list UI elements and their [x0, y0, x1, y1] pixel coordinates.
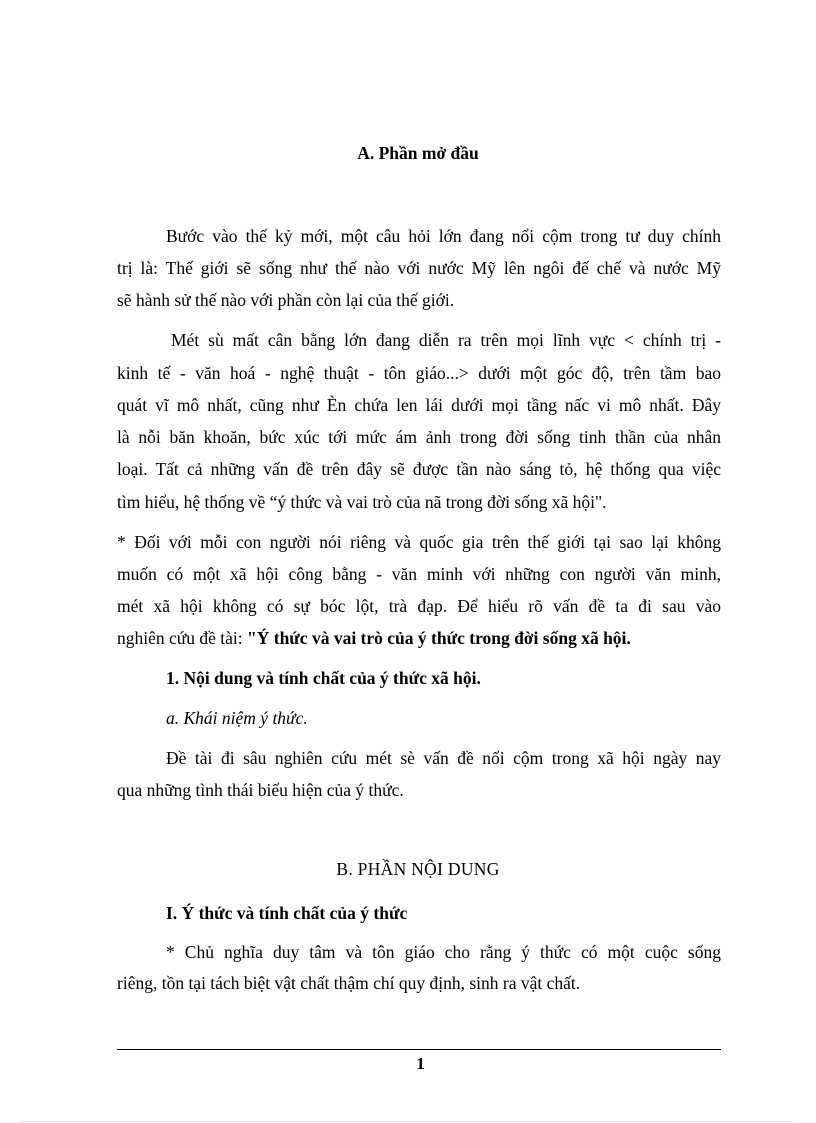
page-bottom-edge: [20, 1121, 796, 1122]
topic-title-bold: "Ý thức và vai trò của ý thức trong đời sống xã hội.: [247, 628, 631, 648]
subheading-a: [166, 707, 308, 729]
paragraph-1-line-3: sẽ hành sử thế nào với phần còn lại của thế giới.: [117, 290, 455, 310]
paragraph-2-line-4: là nỗi băn khoăn, bức xúc tới mức ám ảnh trong đời sống tinh thần của nhân: [117, 427, 721, 447]
section-b-title: B. PHẦN NỘI DUNG: [336, 859, 500, 879]
paragraph-4-line-1: Đề tài đi sâu nghiên cứu mét sè vấn đề nổi cộm trong xã hội ngày nay: [166, 748, 721, 768]
page-number: 1: [416, 1054, 425, 1073]
paragraph-3-line-1: * Đối với mỗi con người nói riêng và quốc gia trên thế giới tại sao lại không: [117, 532, 721, 552]
paragraph-3-line-3: mét xã hội không có sự bóc lột, trà đạp. Để hiểu rõ vấn đề ta đi sau vào: [117, 596, 721, 616]
paragraph-3-line-4: [117, 627, 631, 649]
heading-1: 1. Nội dung và tính chất của ý thức xã hội.: [166, 668, 481, 688]
paragraph-4-line-2: qua những tình thái biểu hiện của ý thức.: [117, 780, 404, 800]
paragraph-1-line-1: Bước vào thế kỷ mới, một câu hỏi lớn đang nổi cộm trong tư duy chính: [166, 226, 721, 246]
paragraph-5-line-2: riêng, tồn tại tách biệt vật chất thậm chí quy định, sinh ra vật chất.: [117, 973, 581, 993]
paragraph-5-line-1: * Chủ nghĩa duy tâm và tôn giáo cho rằng ý thức có một cuộc sống: [166, 942, 721, 962]
paragraph-2-line-2: kinh tế - văn hoá - nghệ thuật - tôn giáo...> dưới một góc độ, trên tầm bao: [117, 363, 721, 383]
paragraph-2-line-1: Mét sù mất cân bằng lớn đang diễn ra trên mọi lĩnh vực < chính trị -: [171, 330, 721, 350]
paragraph-3-line-2: muốn có một xã hội công bằng - văn minh với những con người văn minh,: [117, 564, 721, 584]
paragraph-2-line-5: loại. Tất cả những vấn đề trên đây sẽ được tần nào sáng tỏ, hệ thống qua việc: [117, 459, 721, 479]
heading-I: I. Ý thức và tính chất của ý thức: [166, 903, 408, 923]
paragraph-2-line-3: quát vĩ mô nhất, cũng như Èn chứa len lái dưới mọi tầng nấc vi mô nhất. Đây: [117, 395, 721, 415]
footer-rule: [117, 1049, 721, 1050]
paragraph-2-line-6: tìm hiểu, hệ thống về “ý thức và vai trò của nã trong đời sống xã hội".: [117, 492, 607, 512]
section-a-title: A. Phần mở đầu: [357, 143, 479, 163]
paragraph-1-line-2: trị là: Thế giới sẽ sống như thế nào với nước Mỹ lên ngôi đế chế và nước Mỹ: [117, 258, 721, 278]
subheading-a-text: a. Khái niệm ý thức.: [166, 708, 308, 728]
paragraph-3-line-4-prefix: nghiên cứu đề tài:: [117, 628, 248, 648]
